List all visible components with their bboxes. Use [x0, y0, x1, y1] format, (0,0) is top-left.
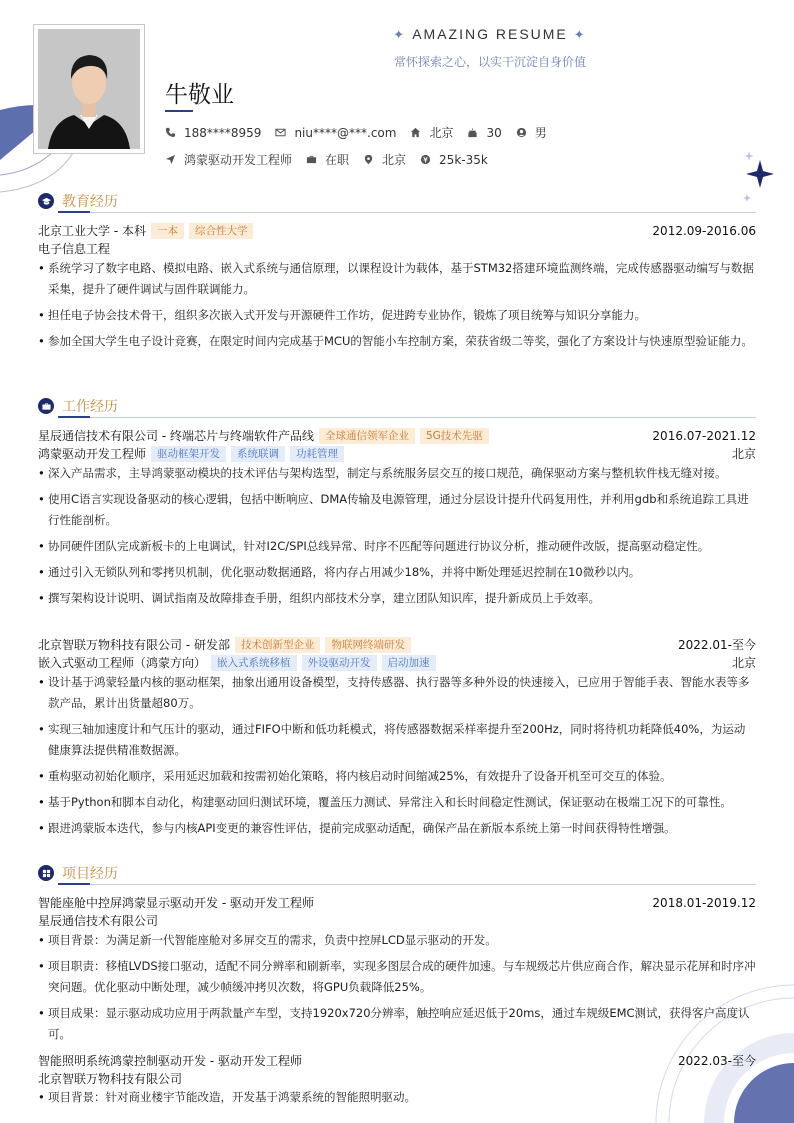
- mail-icon: [275, 127, 286, 138]
- role-tag: 驱动框架开发: [151, 446, 226, 462]
- project-company-row: [38, 912, 756, 929]
- profile-photo: [38, 29, 140, 149]
- project-bullet: • 项目背景：为满足新一代智能座舱对多屏交互的需求，负责中控屏LCD显示驱动的开发。: [38, 930, 756, 951]
- project-title-row: [38, 1052, 756, 1069]
- work-section-title: 工作经历: [38, 396, 118, 416]
- age-item: [467, 126, 501, 140]
- briefcase-icon: [306, 154, 317, 165]
- project-name: 智能座舱中控屏鸿蒙显示驱动开发 - 驱动开发工程师: [38, 896, 314, 910]
- job-target-item: [165, 151, 292, 168]
- project-company: 北京智联万物科技有限公司: [38, 1072, 183, 1086]
- major-name: 电子信息工程: [38, 242, 111, 256]
- job-role: 鸿蒙驱动开发工程师: [38, 447, 147, 461]
- education-major-row: [38, 240, 756, 257]
- gender-text: 男: [534, 126, 547, 140]
- slogan: 常怀探索之心，以实干沉淀自身价值: [393, 55, 586, 69]
- phone-icon: [165, 127, 176, 138]
- role-tag: 功耗管理: [290, 446, 344, 462]
- job-bullet: • 重构驱动初始化顺序，采用延迟加载和按需初始化策略，将内核启动时间缩减25%，有效提升了设备开机至可交互的体验。: [38, 766, 756, 787]
- projects-divider-accent: [58, 883, 90, 885]
- education-bullet: • 系统学习了数字电路、模拟电路、嵌入式系统与通信原理，以课程设计为载体，基于STM32搭建环境监测终端，完成传感器驱动编写与数据采集，提升了硬件调试与固件联调能力。: [38, 258, 756, 300]
- send-icon: [165, 154, 176, 165]
- role-tag: 启动加速: [382, 655, 436, 671]
- job-date: 2022.01-至今: [678, 638, 756, 652]
- job-company-row: [38, 636, 756, 653]
- target-city-item: [363, 151, 406, 168]
- projects-section-title: 项目经历: [38, 863, 118, 883]
- project-date: 2022.03-至今: [678, 1054, 756, 1068]
- profile-photo-frame: [33, 24, 145, 154]
- grid-icon: [38, 865, 54, 881]
- age-text: 30: [486, 125, 502, 140]
- project-date: 2018.01-2019.12: [652, 895, 756, 910]
- job-company-row: [38, 427, 756, 444]
- job-bullet: • 跟进鸿蒙版本迭代，参与内核API变更的兼容性评估，提前完成驱动适配，确保产品在新版本系统上第一时间获得特性增强。: [38, 818, 756, 839]
- company-tag: 5G技术先驱: [420, 428, 489, 444]
- phone-item: [165, 126, 261, 140]
- work-divider-accent: [58, 416, 90, 418]
- education-bullet: • 参加全国大学生电子设计竞赛，在限定时间内完成基于MCU的智能小车控制方案，荣获省级二等奖，强化了方案设计与快速原型验证能力。: [38, 331, 756, 352]
- job-date: 2016.07-2021.12: [652, 428, 756, 443]
- phone-text: 188****8959: [184, 125, 262, 140]
- cake-icon: [467, 127, 478, 138]
- project-company-row: [38, 1070, 756, 1087]
- job-role: 嵌入式驱动工程师（鸿蒙方向）: [38, 656, 207, 670]
- education-bullet: • 担任电子协会技术骨干，组织多次嵌入式开发与开源硬件工作坊，促进跨专业协作，锻炼了项目统筹与知识分享能力。: [38, 305, 756, 326]
- job-bullet: • 基于Python和脚本自动化，构建驱动回归测试环境，覆盖压力测试、异常注入和长时间稳定性测试，保证驱动在极端工况下的可靠性。: [38, 792, 756, 813]
- job-bullets: [38, 672, 756, 844]
- project-bullet: • 项目成果：显示驱动成功应用于两款量产车型，支持1920x720分辨率，触控响应延迟低于20ms，通过车规级EMC测试，获得客户高度认可。: [38, 1003, 756, 1045]
- person-portrait-icon: [38, 29, 140, 149]
- company-name: 北京智联万物科技有限公司 - 研发部: [38, 638, 230, 652]
- project-name: 智能照明系统鸿蒙控制驱动开发 - 驱动开发工程师: [38, 1054, 302, 1068]
- project-title-row: [38, 894, 756, 911]
- education-divider-accent: [58, 211, 90, 213]
- briefcase-icon: [38, 398, 54, 414]
- job-bullet: • 通过引入无锁队列和零拷贝机制，优化驱动数据通路，将内存占用减少18%，并将中断处理延迟控制在10微秒以内。: [38, 562, 756, 583]
- city-item: [410, 124, 453, 141]
- education-date: 2012.09-2016.06: [652, 223, 756, 238]
- city-text: 北京: [429, 126, 454, 140]
- job-bullet: • 使用C语言实现设备驱动的核心逻辑，包括中断响应、DMA传输及电源管理，通过分层设计提升代码复用性，并利用gdb和系统追踪工具进行性能剖析。: [38, 489, 756, 531]
- home-icon: [410, 127, 421, 138]
- job-bullet: • 实现三轴加速度计和气压计的驱动，通过FIFO中断和低功耗模式，将传感器数据采样率提升至200Hz，同时将待机功耗降低40%，为运动健康算法提供精准数据源。: [38, 719, 756, 761]
- job-bullets: [38, 463, 756, 614]
- target-city-text: 北京: [382, 153, 407, 167]
- role-tag: 嵌入式系统移植: [211, 655, 297, 671]
- company-name: 星辰通信技术有限公司 - 终端芯片与终端软件产品线: [38, 429, 314, 443]
- project-bullets: [38, 1087, 756, 1113]
- work-divider: [58, 417, 756, 418]
- job-target-row: [165, 151, 502, 168]
- graduation-cap-icon: [38, 193, 54, 209]
- education-divider: [58, 212, 756, 213]
- education-school-row: [38, 222, 756, 239]
- company-tag: 技术创新型企业: [235, 637, 321, 653]
- brand-title: ✦ AMAZING RESUME ✦: [393, 26, 587, 42]
- project-bullet: • 项目背景：针对商业楼宇节能改造，开发基于鸿蒙系统的智能照明驱动。: [38, 1087, 756, 1108]
- education-bullets: [38, 258, 756, 357]
- email-text: niu****@***.com: [294, 125, 397, 140]
- project-bullet: • 项目职责：移植LVDS接口驱动，适配不同分辨率和刷新率，实现多图层合成的硬件加速。与车规级芯片供应商合作，解决显示花屏和时序冲突问题。优化驱动中断处理，减少帧缓冲拷贝次数，将GPU负载降低25%。: [38, 956, 756, 998]
- job-location: 北京: [731, 656, 756, 670]
- location-pin-icon: [363, 154, 374, 165]
- candidate-name: 牛敬业: [165, 82, 234, 108]
- money-icon: [420, 154, 431, 165]
- resume-header: [0, 0, 794, 190]
- projects-divider: [58, 884, 756, 885]
- status-text: 在职: [325, 153, 350, 167]
- job-bullet: • 撰写架构设计说明、调试指南及故障排查手册，组织内部技术分享，建立团队知识库，提升新成员上手效率。: [38, 588, 756, 609]
- company-tag: 物联网终端研发: [325, 637, 411, 653]
- gender-icon: [516, 127, 527, 138]
- contact-row: [165, 124, 561, 141]
- company-tag: 全球通信领军企业: [319, 428, 415, 444]
- job-role-row: [38, 445, 756, 462]
- job-target-text: 鸿蒙驱动开发工程师: [184, 153, 293, 167]
- status-item: [306, 151, 349, 168]
- school-tag: 一本: [151, 223, 184, 239]
- project-company: 星辰通信技术有限公司: [38, 914, 159, 928]
- job-location: 北京: [731, 447, 756, 461]
- email-item: [275, 126, 396, 140]
- job-bullet: • 协同硬件团队完成新板卡的上电调试，针对I2C/SPI总线异常、时序不匹配等问题进行协议分析，推动硬件改版，提高驱动稳定性。: [38, 536, 756, 557]
- school-name: 北京工业大学 - 本科: [38, 224, 146, 238]
- school-tag: 综合性大学: [189, 223, 254, 239]
- salary-text: 25k-35k: [439, 152, 488, 167]
- name-underline: [165, 110, 193, 112]
- job-role-row: [38, 654, 756, 671]
- project-bullets: [38, 930, 756, 1050]
- job-bullet: • 设计基于鸿蒙轻量内核的驱动框架，抽象出通用设备模型，支持传感器、执行器等多种外设的快速接入，已应用于智能手表、智能水表等多款产品，累计出货量超80万。: [38, 672, 756, 714]
- job-bullet: • 深入产品需求，主导鸿蒙驱动模块的技术评估与架构选型，制定与系统服务层交互的接口规范，确保驱动方案与整机软件栈无缝对接。: [38, 463, 756, 484]
- role-tag: 系统联调: [231, 446, 285, 462]
- salary-item: [420, 153, 488, 167]
- education-section-title: 教育经历: [38, 191, 118, 211]
- gender-item: [516, 124, 547, 141]
- role-tag: 外设驱动开发: [302, 655, 377, 671]
